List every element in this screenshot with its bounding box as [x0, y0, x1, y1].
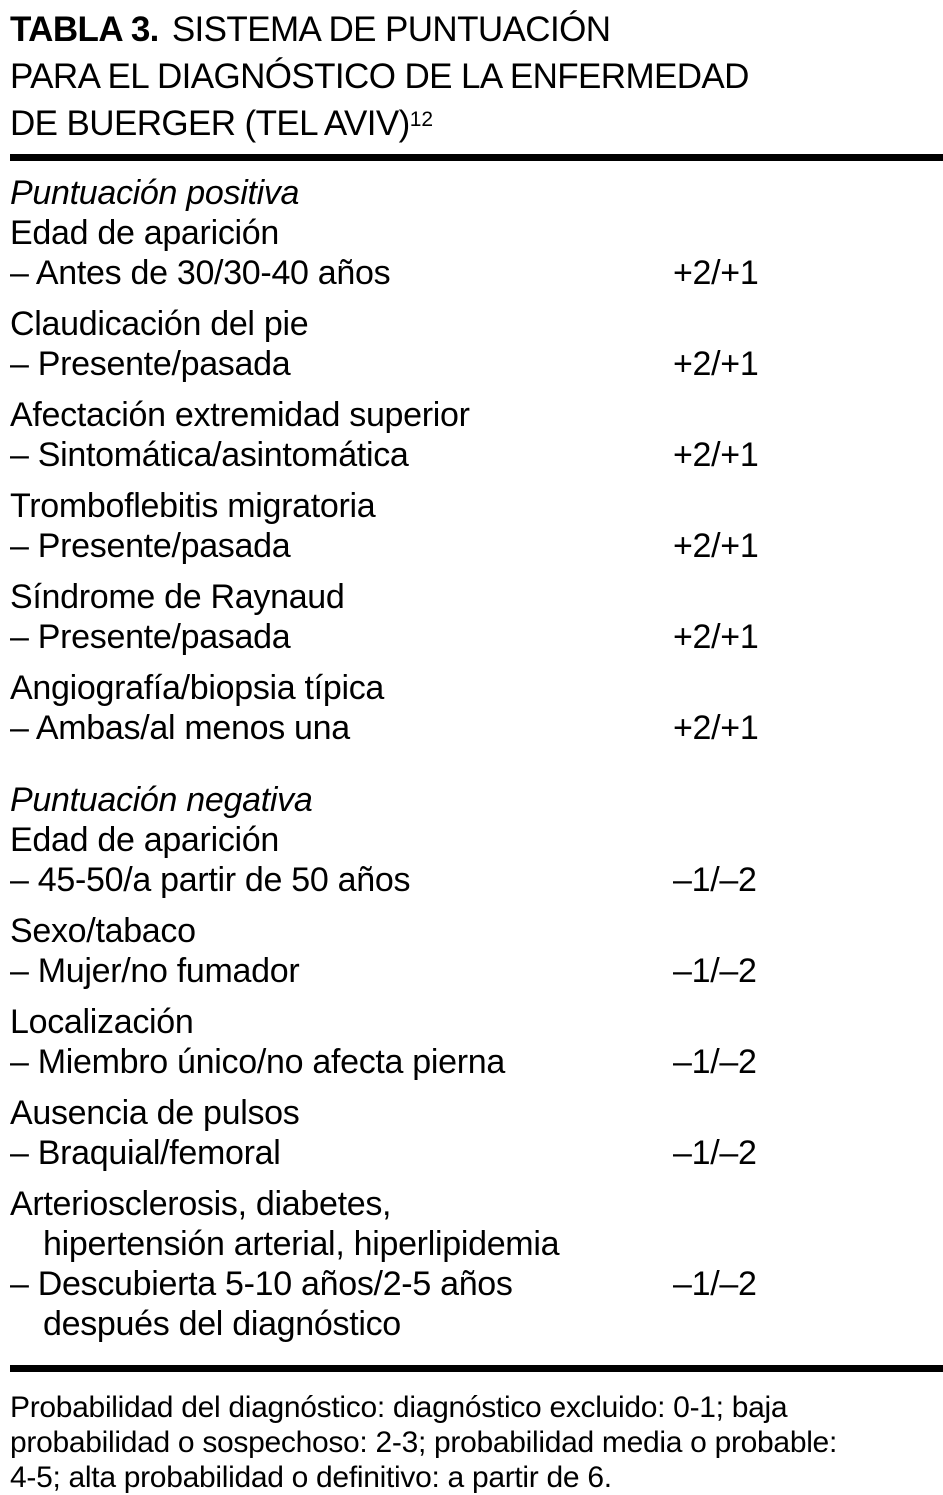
detail-row — [10, 1042, 933, 1082]
title-text-1: SISTEMA DE PUNTUACIÓN — [171, 10, 611, 49]
bottom-rule — [10, 1365, 943, 1372]
score-value: –1/–2 — [673, 952, 757, 990]
detail-row — [10, 951, 933, 991]
criterion-text: Afectación extremidad superior — [10, 396, 470, 434]
criterion-text: Síndrome de Raynaud — [10, 578, 345, 616]
detail-text: – Antes de 30/30-40 años — [10, 254, 391, 292]
score-item — [10, 304, 933, 384]
detail-text-continued: después del diagnóstico — [43, 1305, 401, 1343]
criterion-text: Edad de aparición — [10, 821, 279, 859]
criterion-text: Angiografía/biopsia típica — [10, 669, 385, 707]
detail-text: – Ambas/al menos una — [10, 709, 350, 747]
score-value: +2/+1 — [673, 345, 759, 383]
score-value: –1/–2 — [673, 1134, 757, 1172]
criterion-text: Claudicación del pie — [10, 305, 309, 343]
footnote — [10, 1390, 933, 1495]
detail-text: – Sintomática/asintomática — [10, 436, 409, 474]
score-item — [10, 395, 933, 475]
detail-text: – Miembro único/no afecta pierna — [10, 1043, 506, 1081]
detail-row — [10, 708, 933, 748]
detail-row — [10, 1133, 933, 1173]
title-text-3: DE BUERGER (TEL AVIV) — [10, 104, 410, 143]
positive-score-section — [10, 173, 933, 748]
score-value: –1/–2 — [673, 1043, 757, 1081]
score-value: +2/+1 — [673, 436, 759, 474]
detail-text: – Braquial/femoral — [10, 1134, 281, 1172]
criterion-text: Ausencia de pulsos — [10, 1094, 300, 1132]
score-item — [10, 820, 933, 900]
score-value: +2/+1 — [673, 527, 759, 565]
score-item — [10, 1093, 933, 1173]
score-item — [10, 577, 933, 657]
score-item — [10, 213, 933, 293]
criterion-text: Arteriosclerosis, diabetes, — [10, 1185, 392, 1223]
detail-text: – Mujer/no fumador — [10, 952, 300, 990]
score-item — [10, 911, 933, 991]
section-heading-positive: Puntuación positiva — [10, 174, 300, 212]
score-item — [10, 668, 933, 748]
detail-text: – Presente/pasada — [10, 345, 291, 383]
negative-score-section — [10, 780, 933, 1344]
criterion-text: Sexo/tabaco — [10, 912, 196, 950]
score-item — [10, 1002, 933, 1082]
score-item — [10, 486, 933, 566]
detail-row — [10, 1264, 933, 1304]
detail-text: – 45-50/a partir de 50 años — [10, 861, 411, 899]
footnote-line-1: Probabilidad del diagnóstico: diagnóstico excluido: 0-1; baja — [10, 1391, 788, 1424]
top-rule — [10, 154, 943, 161]
detail-row — [10, 344, 933, 384]
detail-text: – Presente/pasada — [10, 527, 291, 565]
title-line-2: PARA EL DIAGNÓSTICO DE LA ENFERMEDAD — [10, 57, 749, 96]
section-heading-negative: Puntuación negativa — [10, 781, 313, 819]
detail-row — [10, 617, 933, 657]
criterion-text-continued: hipertensión arterial, hiperlipidemia — [43, 1225, 560, 1263]
score-value: –1/–2 — [673, 1265, 757, 1303]
score-item — [10, 1184, 933, 1344]
detail-row — [10, 435, 933, 475]
title-line-1 — [10, 6, 933, 53]
detail-row — [10, 253, 933, 293]
score-value: +2/+1 — [673, 254, 759, 292]
criterion-text: Tromboflebitis migratoria — [10, 487, 376, 525]
title-line-3 — [10, 100, 933, 152]
citation-superscript: 12 — [409, 108, 434, 132]
footnote-line-3: 4-5; alta probabilidad o definitivo: a partir de 6. — [10, 1461, 612, 1494]
table-number-label: TABLA 3. — [10, 10, 159, 49]
detail-text: – Descubierta 5-10 años/2-5 años — [10, 1265, 513, 1303]
score-value: +2/+1 — [673, 618, 759, 656]
detail-row — [10, 526, 933, 566]
detail-row — [10, 860, 933, 900]
footnote-line-2: probabilidad o sospechoso: 2-3; probabilidad media o probable: — [10, 1426, 837, 1459]
score-value: +2/+1 — [673, 709, 759, 747]
detail-text: – Presente/pasada — [10, 618, 291, 656]
table-title — [10, 6, 933, 152]
criterion-text: Localización — [10, 1003, 194, 1041]
criterion-text: Edad de aparición — [10, 214, 279, 252]
score-value: –1/–2 — [673, 861, 757, 899]
